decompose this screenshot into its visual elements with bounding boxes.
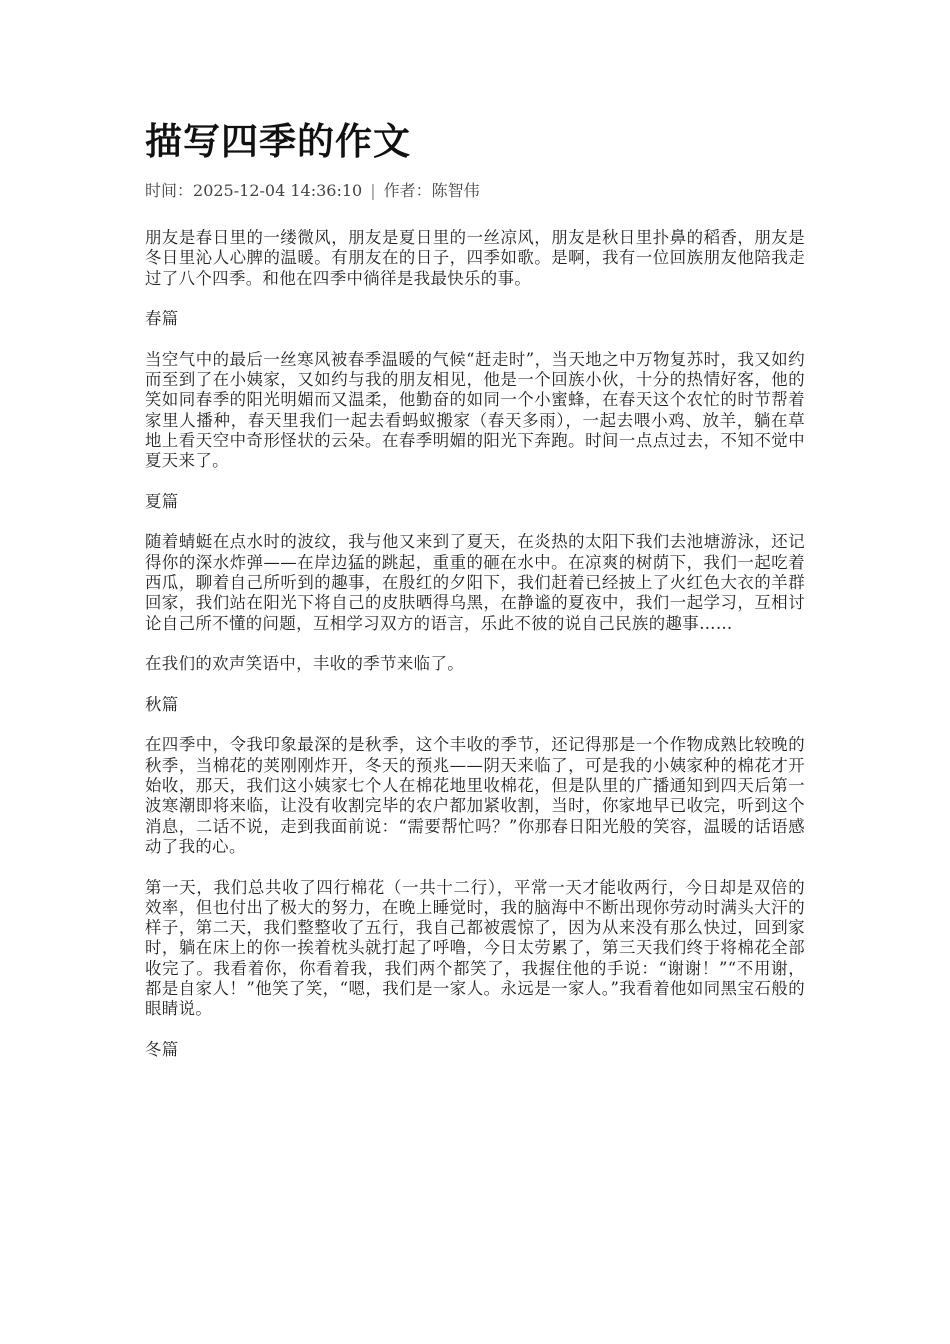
section-heading-spring: 春篇 <box>145 309 179 329</box>
section-heading-autumn: 秋篇 <box>145 694 179 714</box>
section-heading-winter: 冬篇 <box>145 1039 179 1059</box>
intro-paragraph: 朋友是春日里的一缕微风，朋友是夏日里的一丝凉风，朋友是秋日里扑鼻的稻香，朋友是冬日里沁人心脾的温暖。有朋友在的日子，四季如歌。是啊，我有一位回族朋友他陪我走过了八个四季。和他在四季中徜徉是我最快乐的事。 <box>145 228 805 288</box>
summer-paragraph: 随着蜻蜓在点水时的波纹，我与他又来到了夏天，在炎热的太阳下我们去池塘游泳，还记得你的深水炸弹——在岸边猛的跳起，重重的砸在水中。在凉爽的树荫下，我们一起吃着西瓜，聊着自己所听到的趣事，在殷红的夕阳下，我们赶着已经披上了火红色大衣的羊群回家，我们站在阳光下将自己的皮肤晒得乌黑，在静谧的夏夜中，我们一起学习，互相讨论自己所不懂的问题，互相学习双方的语言，乐此不彼的说自己民族的趣事…… <box>145 532 805 633</box>
autumn-paragraph-1: 在四季中，令我印象最深的是秋季，这个丰收的季节，还记得那是一个作物成熟比较晚的秋季，当棉花的荚刚刚炸开，冬天的预兆——阴天来临了，可是我的小姨家种的棉花才开始收，那天，我们这小姨家七个人在棉花地里收棉花，但是队里的广播通知到四天后第一波寒潮即将来临，让没有收割完毕的农户都加紧收割，当时，你家地早已收完，听到这个消息，二话不说，走到我面前说：“需要帮忙吗？”你那春日阳光般的笑容，温暖的话语感动了我的心。 <box>145 735 805 856</box>
article-title: 描写四季的作文 <box>145 119 411 163</box>
autumn-paragraph-2: 第一天，我们总共收了四行棉花（一共十二行），平常一天才能收两行，今日却是双倍的效率，但也付出了极大的努力，在晚上睡觉时，我的脑海中不断出现你劳动时满头大汗的样子，第二天，我们整整收了五行，我自己都被震惊了，因为从来没有那么快过，回到家时，躺在床上的你一挨着枕头就打起了呼噜，今日太劳累了，第三天我们终于将棉花全部收完了。我看着你，你看着我，我们两个都笑了，我握住他的手说：“谢谢！”“不用谢，都是自家人！”他笑了笑，“嗯，我们是一家人。永远是一家人。”我看着他如同黑宝石般的眼睛说。 <box>145 877 805 1019</box>
author-value: 陈智伟 <box>431 181 480 200</box>
summer-transition-paragraph: 在我们的欢声笑语中，丰收的季节来临了。 <box>145 654 465 674</box>
time-label: 时间： <box>145 181 194 200</box>
article-meta <box>145 180 805 202</box>
meta-separator: | <box>370 181 376 200</box>
section-heading-summer: 夏篇 <box>145 491 179 511</box>
article <box>145 112 805 1080</box>
author-label: 作者： <box>383 181 432 200</box>
time-value: 2025-12-04 14:36:10 <box>193 181 363 200</box>
spring-paragraph: 当空气中的最后一丝寒风被春季温暖的气候“赶走时”，当天地之中万物复苏时，我又如约而至到了在小姨家，又如约与我的朋友相见，他是一个回族小伙，十分的热情好客，他的笑如同春季的阳光明媚而又温柔，他勤奋的如同一个小蜜蜂，在春天这个农忙的时节帮着家里人播种，春天里我们一起去看蚂蚁搬家（春天多雨），一起去喂小鸡、放羊，躺在草地上看天空中奇形怪状的云朵。在春季明媚的阳光下奔跑。时间一点点过去，不知不觉中夏天来了。 <box>145 349 805 471</box>
